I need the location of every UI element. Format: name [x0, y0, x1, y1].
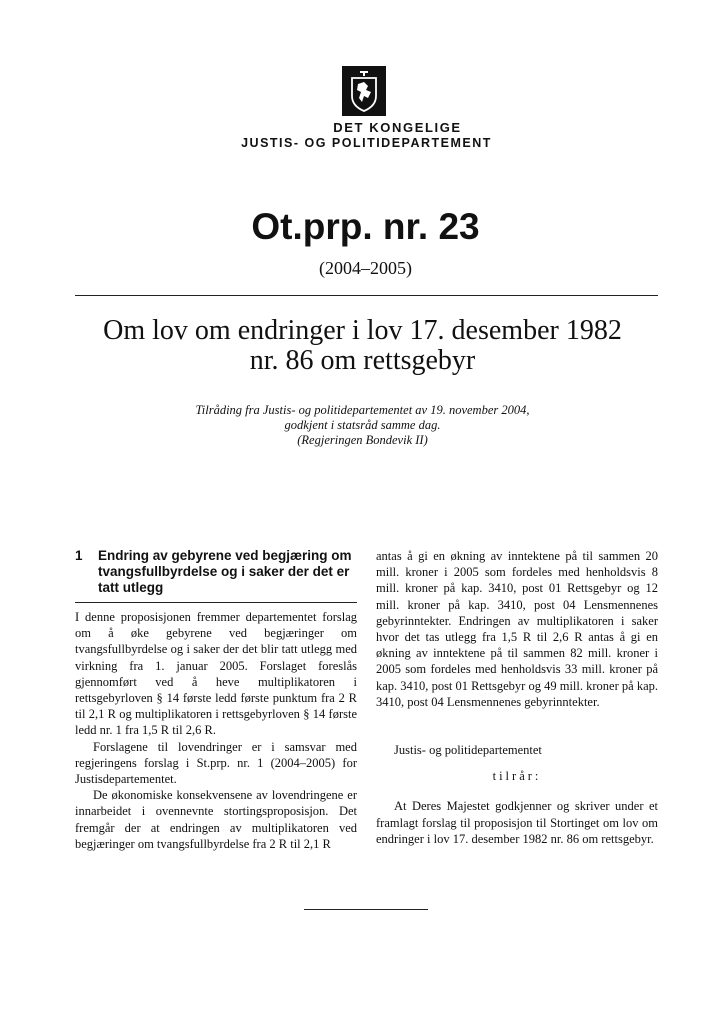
approval-line1: Tilråding fra Justis- og politidepartementet av 19. november 2004, [195, 403, 530, 417]
subject-line1: Om lov om endringer i lov 17. desember 1982 [103, 315, 622, 346]
approval-line2: godkjent i statsråd samme dag. [284, 418, 441, 432]
section-heading [75, 548, 357, 596]
section-number: 1 [75, 548, 83, 563]
left-column [75, 548, 357, 852]
approval-line3: (Regjeringen Bondevik II) [297, 433, 428, 447]
right-column [376, 548, 658, 847]
ministry-name-line1: DET KONGELIGE [333, 120, 462, 135]
paragraph-1: I denne proposisjonen fremmer departementet forslag om å øke gebyrene ved begjæringer om tvangsfullbyrdelse og i saker der det blir tatt utlegg med virkning fra 1. januar 2005. Forslaget foreslås gjennomført ved å heve multiplikatoren i rettsgebyrloven § 14 første ledd første punktum fra 2 R til 2,1 R og multiplikatoren i rettsgebyrloven § 14 første ledd nr. 1 fra 1,5 R til 2,6 R. [75, 610, 357, 738]
recommendation-word: tilrår: [492, 769, 542, 784]
section-title: Endring av gebyrene ved begjæring om tvangsfullbyrdelse og i saker der det er tatt utlegg [98, 548, 352, 595]
paragraph-2: Forslagene til lovendringer er i samsvar med regjeringens forslag i St.prp. nr. 1 (2004–2005) for Justisdepartementet. [75, 739, 357, 787]
document-number: Ot.prp. nr. 23 [251, 206, 480, 247]
title-divider [75, 295, 658, 296]
subject-line2: nr. 86 om rettsgebyr [249, 345, 476, 376]
section-divider [75, 602, 357, 603]
approval-note [0, 403, 725, 448]
document-subject [0, 316, 725, 376]
coat-of-arms-icon [342, 66, 386, 116]
paragraph-3-continued: antas å gi en økning av inntektene på til sammen 20 mill. kroner i 2005 som fordeles med henholdsvis 8 mill. kroner på kap. 3410, post 01 Rettsgebyr og 12 mill. kroner på kap. 3410, post 04 Lensmennenes gebyrinntekter. Endringen av multiplikatoren i saker hvor det tas utlegg fra 1,5 R til 2,6 R antas å gi en økning av inntektene på til sammen 82 mill. kroner i 2005 som fordeles med henholdsvis 33 mill. kroner på kap. 3410, post 01 Rettsgebyr og 49 mill. kroner på kap. 3410, post 04 Lensmennenes gebyrinntekter. [376, 549, 658, 709]
department-signature: Justis- og politidepartementet [394, 743, 542, 758]
ministry-name-line2: JUSTIS- OG POLITIDEPARTEMENT [241, 136, 492, 150]
closing-paragraph: At Deres Majestet godkjenner og skriver under et framlagt forslag til proposisjon til Stortinget om lov om endringer i lov 17. desember 1982 nr. 86 om rettsgebyr. [376, 799, 658, 846]
end-rule [304, 909, 428, 910]
session-years: (2004–2005) [319, 258, 412, 278]
paragraph-3: De økonomiske konsekvensene av lovendringene er innarbeidet i ovennevnte stortingsproposisjon. Det fremgår der at endringen av multiplikatoren ved begjæringer om tvangsfullbyrdelse fra 2 R til 2,1 R [75, 788, 357, 851]
